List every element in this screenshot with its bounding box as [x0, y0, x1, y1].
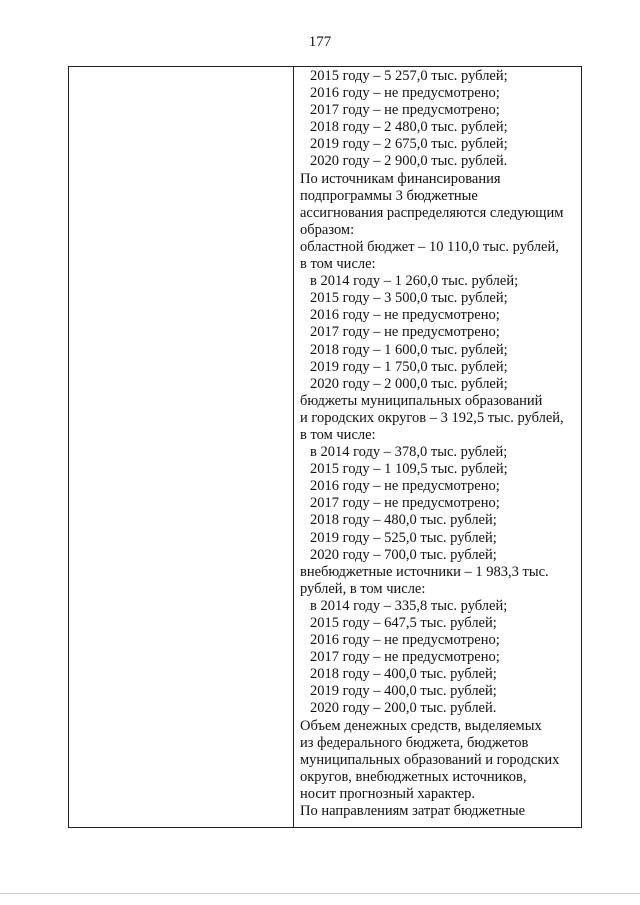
- text-line: 2017 году – не предусмотрено;: [310, 102, 500, 119]
- text-line: 2020 году – 2 900,0 тыс. рублей.: [310, 153, 508, 170]
- text-line: рублей, в том числе:: [300, 580, 426, 597]
- right-column-text: [300, 68, 580, 820]
- text-line: 2018 году – 480,0 тыс. рублей;: [310, 512, 497, 529]
- text-line: 2016 году – не предусмотрено;: [310, 307, 500, 324]
- text-line: Объем денежных средств, выделяемых: [300, 717, 542, 734]
- text-line: 2016 году – не предусмотрено;: [310, 632, 500, 649]
- text-line: 2019 году – 1 750,0 тыс. рублей;: [310, 358, 508, 375]
- text-line: ассигнования распределяются следующим: [300, 204, 564, 221]
- page-number: 177: [308, 34, 332, 50]
- text-line: в 2014 году – 1 260,0 тыс. рублей;: [310, 273, 519, 290]
- text-line: в 2014 году – 378,0 тыс. рублей;: [310, 444, 508, 461]
- text-line: 2019 году – 525,0 тыс. рублей;: [310, 529, 497, 546]
- text-line: 2015 году – 1 109,5 тыс. рублей;: [310, 461, 508, 478]
- text-line: муниципальных образований и городских: [300, 751, 560, 768]
- text-line: 2018 году – 2 480,0 тыс. рублей;: [310, 119, 508, 136]
- text-line: и городских округов – 3 192,5 тыс. рублей,: [300, 409, 564, 426]
- text-line: 2017 году – не предусмотрено;: [310, 495, 500, 512]
- text-line: 2017 году – не предусмотрено;: [310, 324, 500, 341]
- text-line: 2016 году – не предусмотрено;: [310, 478, 500, 495]
- text-line: образом:: [300, 221, 355, 238]
- text-line: внебюджетные источники – 1 983,3 тыс.: [300, 563, 549, 580]
- text-line: в том числе:: [300, 426, 376, 443]
- text-line: 2019 году – 2 675,0 тыс. рублей;: [310, 136, 508, 153]
- text-line: 2015 году – 3 500,0 тыс. рублей;: [310, 290, 508, 307]
- text-line: в 2014 году – 335,8 тыс. рублей;: [310, 597, 508, 614]
- text-line: бюджеты муниципальных образований: [300, 392, 543, 409]
- text-line: 2018 году – 400,0 тыс. рублей;: [310, 666, 497, 683]
- text-line: областной бюджет – 10 110,0 тыс. рублей,: [300, 238, 559, 255]
- text-line: 2017 году – не предусмотрено;: [310, 649, 500, 666]
- page-bottom-edge: [0, 893, 640, 894]
- text-line: 2019 году – 400,0 тыс. рублей;: [310, 683, 497, 700]
- text-line: 2020 году – 200,0 тыс. рублей.: [310, 700, 497, 717]
- text-line: носит прогнозный характер.: [300, 785, 476, 802]
- text-line: подпрограммы 3 бюджетные: [300, 187, 478, 204]
- text-line: 2018 году – 1 600,0 тыс. рублей;: [310, 341, 508, 358]
- text-line: 2016 году – не предусмотрено;: [310, 85, 500, 102]
- text-line: 2020 году – 700,0 тыс. рублей;: [310, 546, 497, 563]
- text-line: 2020 году – 2 000,0 тыс. рублей;: [310, 375, 508, 392]
- text-line: По источникам финансирования: [300, 170, 501, 187]
- text-line: По направлениям затрат бюджетные: [300, 803, 526, 820]
- text-line: в том числе:: [300, 256, 376, 273]
- column-divider: [293, 66, 294, 828]
- text-line: 2015 году – 5 257,0 тыс. рублей;: [310, 68, 508, 84]
- text-line: округов, внебюджетных источников,: [300, 768, 527, 785]
- text-line: 2015 году – 647,5 тыс. рублей;: [310, 615, 497, 631]
- text-line: из федерального бюджета, бюджетов: [300, 734, 529, 751]
